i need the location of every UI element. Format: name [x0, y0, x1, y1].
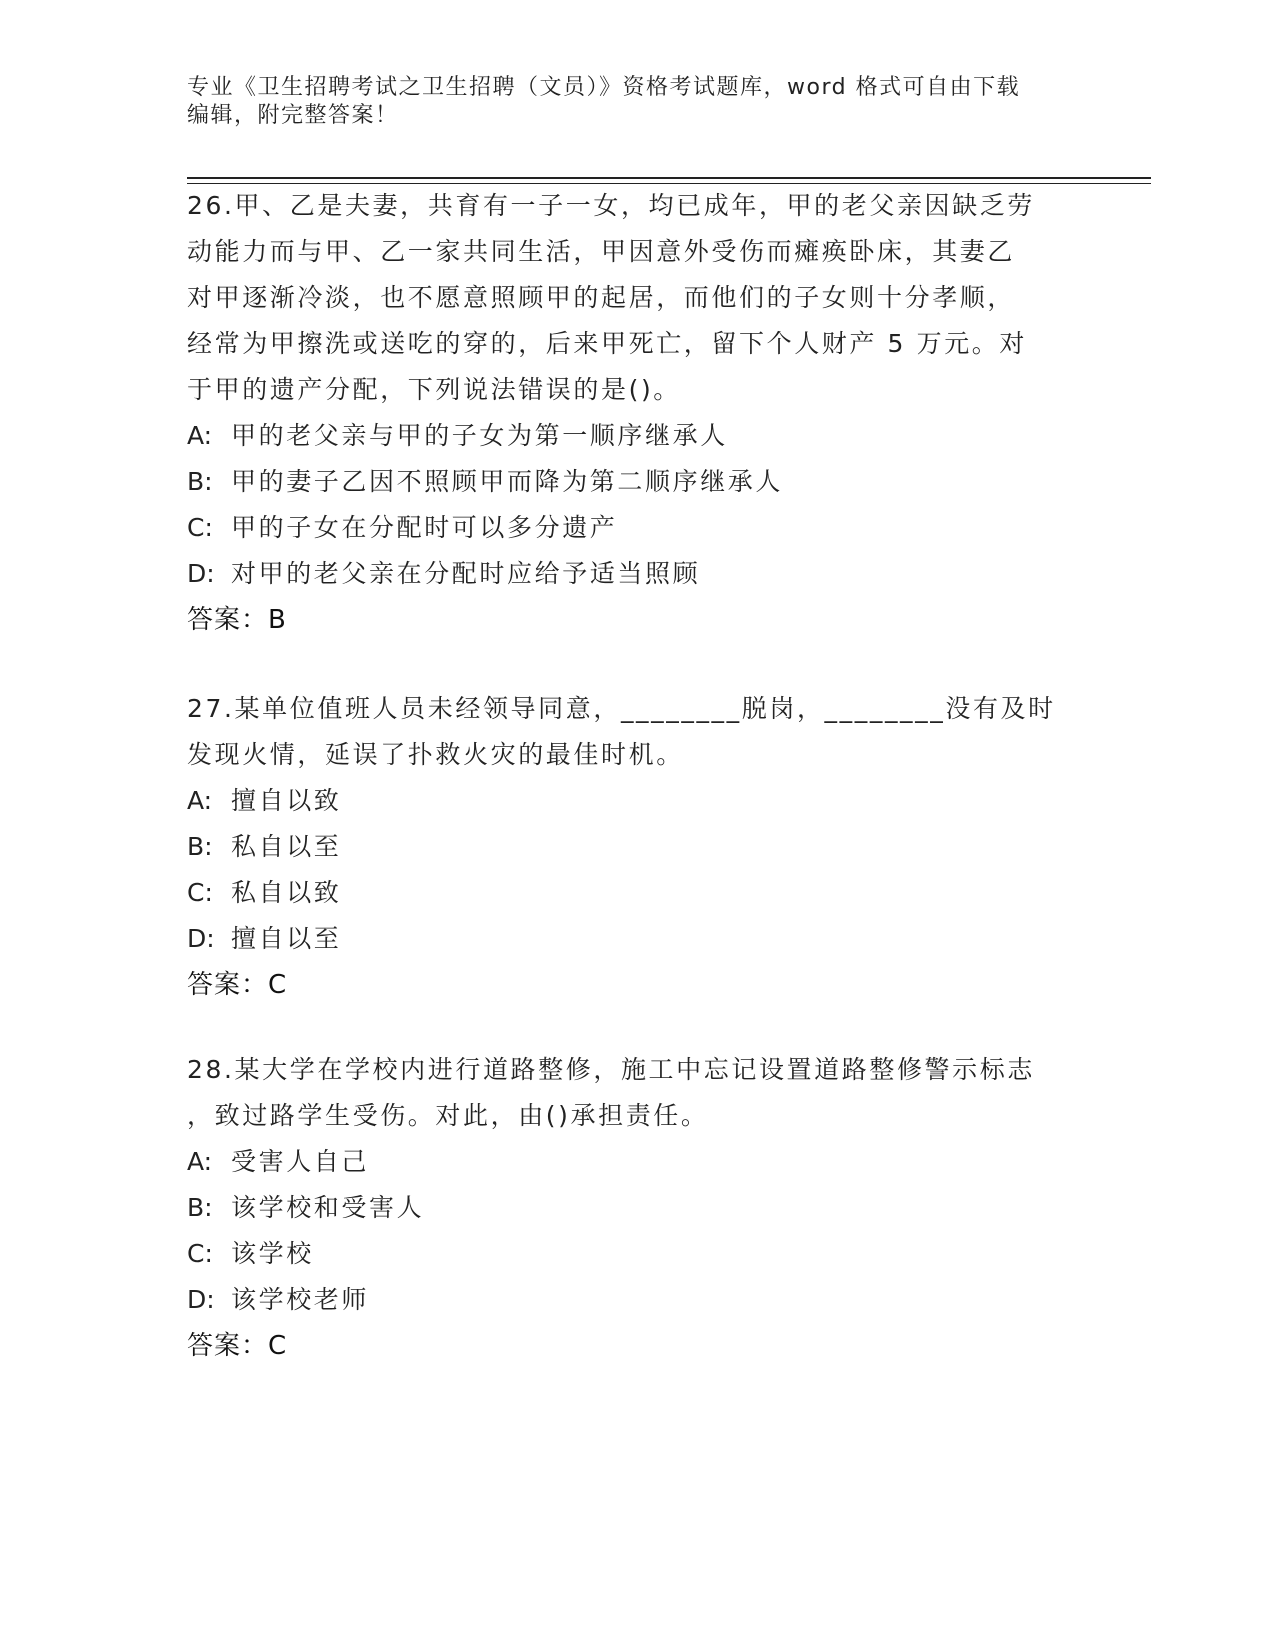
option-key: B:	[187, 1193, 213, 1222]
option-a	[187, 413, 1087, 459]
header-line-1: 专业《卫生招聘考试之卫生招聘（文员）》资格考试题库，word 格式可自由下载	[187, 75, 1021, 100]
option-c	[187, 870, 1087, 916]
option-c	[187, 1231, 1087, 1277]
option-key: A:	[187, 1147, 213, 1176]
question-text-line: 动能力而与甲、乙一家共同生活，甲因意外受伤而瘫痪卧床，其妻乙	[187, 237, 1016, 266]
header-line-2: 编辑，附完整答案！	[187, 103, 399, 128]
option-text: 擅自以致	[231, 786, 342, 815]
answer-label: 答案：C	[187, 970, 288, 1000]
option-key: B:	[187, 832, 213, 861]
question-28	[187, 1047, 1087, 1369]
option-key: D:	[187, 924, 215, 953]
option-text: 甲的子女在分配时可以多分遗产	[231, 513, 618, 542]
answer-label: 答案：B	[187, 605, 287, 635]
option-a	[187, 1139, 1087, 1185]
header-divider-thick	[187, 177, 1151, 179]
option-key: D:	[187, 1285, 215, 1314]
option-text: 私自以至	[231, 832, 342, 861]
option-text: 受害人自己	[231, 1147, 370, 1176]
option-text: 对甲的老父亲在分配时应给予适当照顾	[231, 559, 701, 588]
question-text-line: 对甲逐渐冷淡，也不愿意照顾甲的起居，而他们的子女则十分孝顺，	[187, 283, 1016, 312]
question-27	[187, 686, 1087, 1008]
option-d	[187, 551, 1087, 597]
option-d	[187, 916, 1087, 962]
option-b	[187, 824, 1087, 870]
option-c	[187, 505, 1087, 551]
option-text: 该学校	[231, 1239, 314, 1268]
question-text-line: 26.甲、乙是夫妻，共育有一子一女，均已成年，甲的老父亲因缺乏劳	[187, 191, 1035, 220]
option-text: 甲的妻子乙因不照顾甲而降为第二顺序继承人	[231, 467, 784, 496]
question-text-line: 于甲的遗产分配，下列说法错误的是()。	[187, 375, 681, 404]
option-b	[187, 1185, 1087, 1231]
question-text-line: 27.某单位值班人员未经领导同意，________脱岗，________没有及时	[187, 694, 1056, 723]
option-key: A:	[187, 421, 213, 450]
question-text-line: 28.某大学在学校内进行道路整修，施工中忘记设置道路整修警示标志	[187, 1055, 1035, 1084]
option-key: C:	[187, 513, 213, 542]
option-key: B:	[187, 467, 213, 496]
option-text: 甲的老父亲与甲的子女为第一顺序继承人	[231, 421, 728, 450]
option-key: D:	[187, 559, 215, 588]
answer-label: 答案：C	[187, 1331, 288, 1361]
option-text: 该学校老师	[231, 1285, 370, 1314]
option-d	[187, 1277, 1087, 1323]
document-header	[187, 74, 1087, 130]
option-b	[187, 459, 1087, 505]
option-key: C:	[187, 1239, 213, 1268]
option-key: A:	[187, 786, 213, 815]
question-text-line: ，致过路学生受伤。对此，由()承担责任。	[187, 1101, 709, 1130]
question-text-line: 发现火情，延误了扑救火灾的最佳时机。	[187, 740, 684, 769]
option-text: 私自以致	[231, 878, 342, 907]
option-a	[187, 778, 1087, 824]
question-text-line: 经常为甲擦洗或送吃的穿的，后来甲死亡，留下个人财产 5 万元。对	[187, 329, 1028, 358]
option-text: 该学校和受害人	[231, 1193, 425, 1222]
option-text: 擅自以至	[231, 924, 342, 953]
question-26	[187, 183, 1087, 643]
option-key: C:	[187, 878, 213, 907]
